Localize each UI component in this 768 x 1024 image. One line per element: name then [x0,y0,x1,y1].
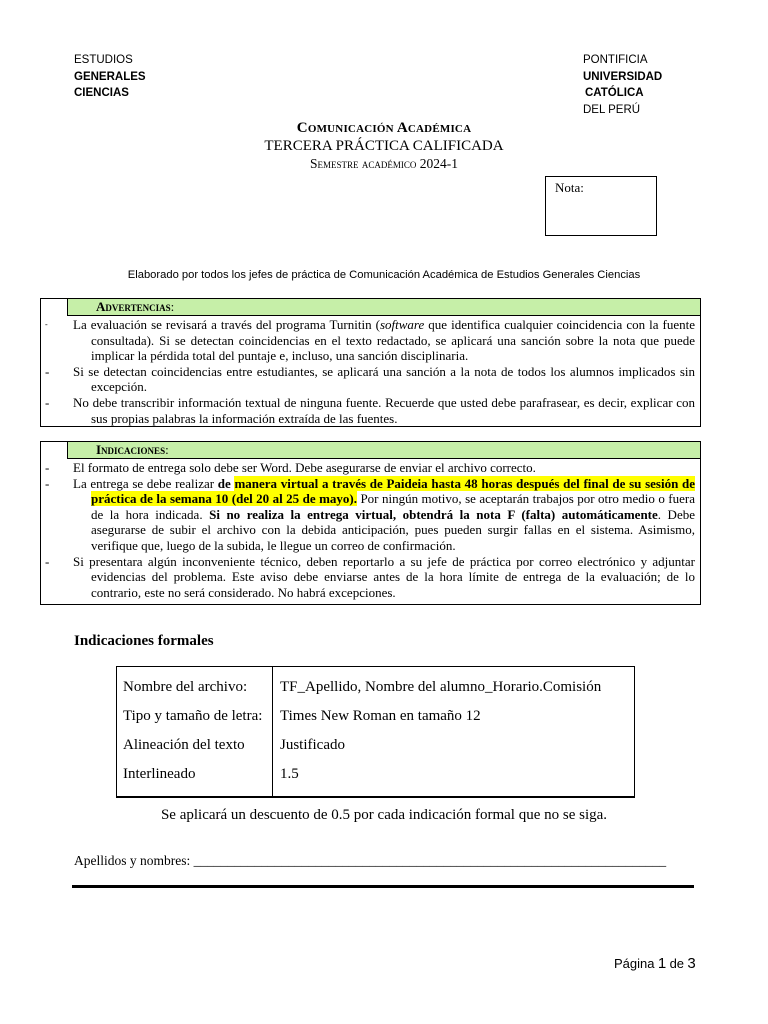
formal-label: Interlineado [123,766,196,782]
formal-heading: Indicaciones formales [74,633,214,649]
header-left-line-2: GENERALES [74,70,146,83]
warning-1-post: que identifica cualquier coincidencia con la fuente consultada). Si se detectan coincidencias en el texto redactado, se aplicará una sanción sobre la nota que puede implicar la pérdida total del puntaje e, incluso, una sanción disciplinaria. [91,317,695,364]
formal-value: TF_Apellido, Nombre del alumno_Horario.Comisión [280,679,602,695]
instruction-2-bold1: de [217,475,235,491]
formal-label: Tipo y tamaño de letra: [123,708,263,724]
grade-box[interactable] [545,176,657,236]
grade-label: Nota: [555,180,584,195]
header-right-line-3: CATÓLICA [585,87,644,99]
formal-label: Nombre del archivo: [123,679,248,695]
bullet-dash: - [45,553,50,569]
warning-3-text: No debe transcribir información textual de ninguna fuente. Recuerde que usted debe parafrasear, es decir, explicar con sus propias palabras la información extraída de las fuentes. [73,394,695,426]
formal-labels [123,673,262,789]
title-block [200,118,568,172]
instruction-3-text: Si presentara algún inconveniente técnico, deben reportarlo a su jefe de práctica por correo electrónico y adjuntar evidencias del problema. Este aviso debe enviarse antes de la hora límite de entrega de la evaluación; de lo contrario, este no será considerado. No habrá excepciones. [73,553,695,600]
warning-1-em: software [379,317,425,332]
formal-note: Se aplicará un descuento de 0.5 por cada indicación formal que no se siga. [160,807,608,823]
instruction-2-pre: La entrega se debe realizar [73,475,218,491]
bullet-dash: - [45,363,50,379]
page-total: 3 [687,955,696,972]
header-left-line-3: CIENCIAS [74,87,129,99]
page-of: de [669,956,685,971]
semester: Semestre académico 2024-1 [309,156,458,171]
header-right-line-2: UNIVERSIDAD [583,70,663,83]
header-right-line-1: PONTIFICIA [583,54,648,66]
bullet-dash: - [45,394,50,410]
bullet-dash: - [45,320,48,329]
instruction-item [41,460,700,476]
table-divider [272,667,273,796]
instruction-2-post: . Debe asegurarse de subir el archivo con la debida anticipación, pues pueden surgir fallas en el sistema. Asimismo, verifique que, luego de la subida, le llegue un correo de confirmación. [91,506,695,553]
warnings-heading: Advertencias: [67,299,700,316]
warning-item [41,395,700,426]
bullet-dash: - [45,460,50,475]
header-right-line-4: DEL PERÚ [583,103,641,116]
warning-2-text: Si se detectan coincidencias entre estudiantes, se aplicará una sanción a la nota de todos los alumnos implicados sin excepción. [73,363,695,395]
header-left [74,52,146,102]
instruction-item [41,476,700,554]
page-current: 1 [657,955,667,972]
instructions-heading-text: Indicaciones [96,442,166,457]
header-right [583,52,662,118]
instruction-1-text: El formato de entrega solo debe ser Word. Debe asegurarse de enviar el archivo correcto. [73,460,536,475]
formal-value: 1.5 [280,766,299,782]
page-number [614,955,696,972]
instruction-2-highlight: manera virtual a través de Paideia hasta 48 horas después del final de su sesión de práctica de la semana 10 (del 20 al 25 de mayo). [91,475,696,507]
instruction-2-bold2: Si no realiza la entrega virtual, obtendrá la nota F (falta) automáticamente [209,506,658,522]
course-title: Comunicación Académica [296,120,472,136]
exam-title: TERCERA PRÁCTICA CALIFICADA [264,138,504,154]
name-field-label: Apellidos y nombres: [74,853,191,868]
warning-item [41,364,700,395]
page-word: Página [614,956,655,971]
separator-rule [72,885,694,888]
warning-1-pre: La evaluación se revisará a través del programa Turnitin ( [73,317,380,332]
warning-item [41,317,700,364]
bullet-dash: - [45,475,50,491]
name-field-line[interactable]: ______________________________________________________________________ [193,853,667,868]
header-left-line-1: ESTUDIOS [74,54,133,66]
formal-value: Justificado [280,737,345,753]
warnings-heading-text: Advertencias [96,299,171,314]
credits-line: Elaborado por todos los jefes de práctica de Comunicación Académica de Estudios Generales Ciencias [127,269,641,281]
instructions-box [40,441,701,605]
formal-values [280,673,601,789]
name-field[interactable] [74,853,666,869]
formal-label: Alineación del texto [123,737,245,753]
formal-value: Times New Roman en tamaño 12 [280,708,481,724]
instruction-2-mid: Por ningún motivo, se aceptarán trabajos por otro medio o fuera de la hora indicada. [91,491,695,522]
instruction-item [41,554,700,601]
warnings-box [40,298,701,427]
formal-table [116,666,635,798]
instructions-heading: Indicaciones: [67,442,700,459]
